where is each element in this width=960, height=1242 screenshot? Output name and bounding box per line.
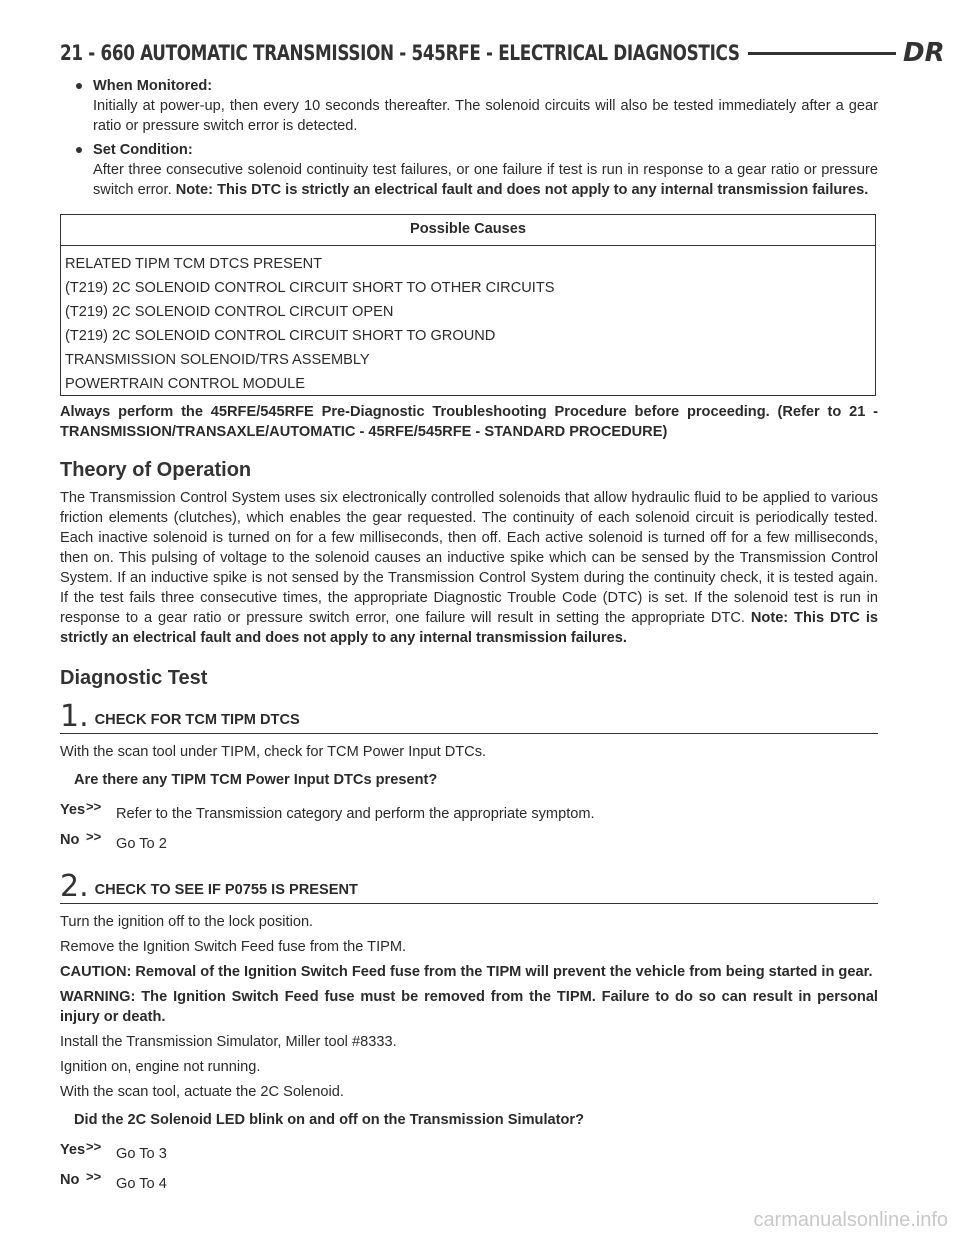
step-instruction: With the scan tool, actuate the 2C Solenoid.	[60, 1084, 344, 1100]
bullet-body: After three consecutive solenoid continuity test failures, or one failure if test is run in response to a gear ratio or pressure switch error.	[93, 162, 878, 198]
cause-item: (T219) 2C SOLENOID CONTROL CIRCUIT OPEN	[61, 299, 876, 323]
brand-logo: DR	[903, 38, 945, 68]
bullet-when-monitored	[60, 76, 878, 136]
answer-text: Refer to the Transmission category and perform the appropriate symptom.	[116, 806, 595, 822]
warning-note: WARNING: The Ignition Switch Feed fuse must be removed from the TIPM. Failure to do so can result in personal injury or death.	[60, 989, 878, 1025]
page-header	[60, 38, 945, 68]
answer-label: Yes	[60, 1142, 86, 1158]
step-1-header	[60, 699, 878, 734]
answer-label: No	[60, 832, 80, 848]
bullet-text: Initially at power-up, then every 10 seconds thereafter. The solenoid circuits will also be tested immediately after a gear ratio or pressure switch error is detected.	[93, 98, 878, 134]
step-instruction: With the scan tool under TIPM, check for TCM Power Input DTCs.	[60, 744, 487, 760]
answer-label: Yes	[60, 802, 86, 818]
pre-diagnostic-note: Always perform the 45RFE/545RFE Pre-Diagnostic Troubleshooting Procedure before proceeding. (Refer to 21 - TRANSMISSION/TRANSAXLE/AUTOMATIC - 45RFE/545RFE - STANDARD PROCEDURE)	[60, 404, 878, 440]
step-number: 1.	[60, 699, 89, 734]
arrow-icon: >>	[86, 1169, 102, 1184]
caution-note: CAUTION: Removal of the Ignition Switch Feed fuse from the TIPM will prevent the vehicle from being started in gear.	[60, 964, 873, 980]
cause-item: (T219) 2C SOLENOID CONTROL CIRCUIT SHORT TO OTHER CIRCUITS	[61, 275, 876, 299]
step-2-header	[60, 869, 878, 904]
step-instruction: Install the Transmission Simulator, Miller tool #8333.	[60, 1034, 397, 1050]
step-instruction: Ignition on, engine not running.	[60, 1059, 261, 1075]
bullet-text	[93, 160, 878, 200]
answer-yes	[60, 800, 878, 824]
bullet-label: Set Condition:	[93, 142, 193, 158]
causes-header: Possible Causes	[61, 215, 876, 246]
arrow-icon: >>	[86, 799, 102, 814]
diagnostic-heading: Diagnostic Test	[60, 667, 208, 689]
answer-no	[60, 830, 878, 854]
step-instruction: Turn the ignition off to the lock position.	[60, 914, 314, 930]
theory-text	[60, 488, 878, 648]
bullet-dot-icon	[76, 83, 82, 89]
bullet-note: Note: This DTC is strictly an electrical fault and does not apply to any internal transmission failures.	[175, 182, 869, 198]
answer-yes	[60, 1140, 878, 1164]
answer-no	[60, 1170, 878, 1194]
possible-causes-table	[60, 214, 876, 396]
theory-heading: Theory of Operation	[60, 459, 252, 481]
step-title: CHECK FOR TCM TIPM DTCS	[94, 712, 300, 728]
header-rule	[748, 52, 896, 55]
page-title: 21 - 660 AUTOMATIC TRANSMISSION - 545RFE - ELECTRICAL DIAGNOSTICS	[60, 41, 740, 65]
bullet-set-condition	[60, 140, 878, 200]
arrow-icon: >>	[86, 829, 102, 844]
cause-item: RELATED TIPM TCM DTCS PRESENT	[61, 246, 876, 276]
cause-item: TRANSMISSION SOLENOID/TRS ASSEMBLY	[61, 347, 876, 371]
step-number: 2.	[60, 869, 89, 904]
theory-body: The Transmission Control System uses six electronically controlled solenoids that allow hydraulic fluid to be applied to various friction elements (clutches), which enables the gear requested. The continuity of each solenoid circuit is periodically tested. Each inactive solenoid is turned on for a few milliseconds, then off. Each active solenoid is turned off for a few milliseconds, then on. This pulsing of voltage to the solenoid causes an inductive spike which can be sensed by the Transmission Control System. If an inductive spike is not sensed by the Transmission Control System during the continuity check, it is tested again. If the test fails three consecutive times, the appropriate Diagnostic Trouble Code (DTC) is set. If the solenoid test is run in response to a gear ratio or pressure switch error, one failure will result in setting the appropriate DTC.	[60, 490, 878, 626]
arrow-icon: >>	[86, 1139, 102, 1154]
cause-item: POWERTRAIN CONTROL MODULE	[61, 371, 876, 396]
document-body	[60, 76, 878, 1200]
answer-text: Go To 3	[116, 1146, 167, 1162]
bullet-dot-icon	[76, 147, 82, 153]
answer-text: Go To 2	[116, 836, 167, 852]
step-title: CHECK TO SEE IF P0755 IS PRESENT	[94, 882, 358, 898]
step-question: Are there any TIPM TCM Power Input DTCs present?	[74, 772, 438, 788]
theory-note: Note: This DTC is strictly an electrical fault and does not apply to any internal transmission failures.	[60, 610, 878, 646]
step-instruction: Remove the Ignition Switch Feed fuse from the TIPM.	[60, 939, 407, 955]
watermark: carmanualsonline.info	[753, 1209, 948, 1231]
bullet-label: When Monitored:	[93, 78, 213, 94]
answer-text: Go To 4	[116, 1176, 167, 1192]
step-question: Did the 2C Solenoid LED blink on and off on the Transmission Simulator?	[74, 1112, 584, 1128]
answer-label: No	[60, 1172, 80, 1188]
cause-item: (T219) 2C SOLENOID CONTROL CIRCUIT SHORT TO GROUND	[61, 323, 876, 347]
